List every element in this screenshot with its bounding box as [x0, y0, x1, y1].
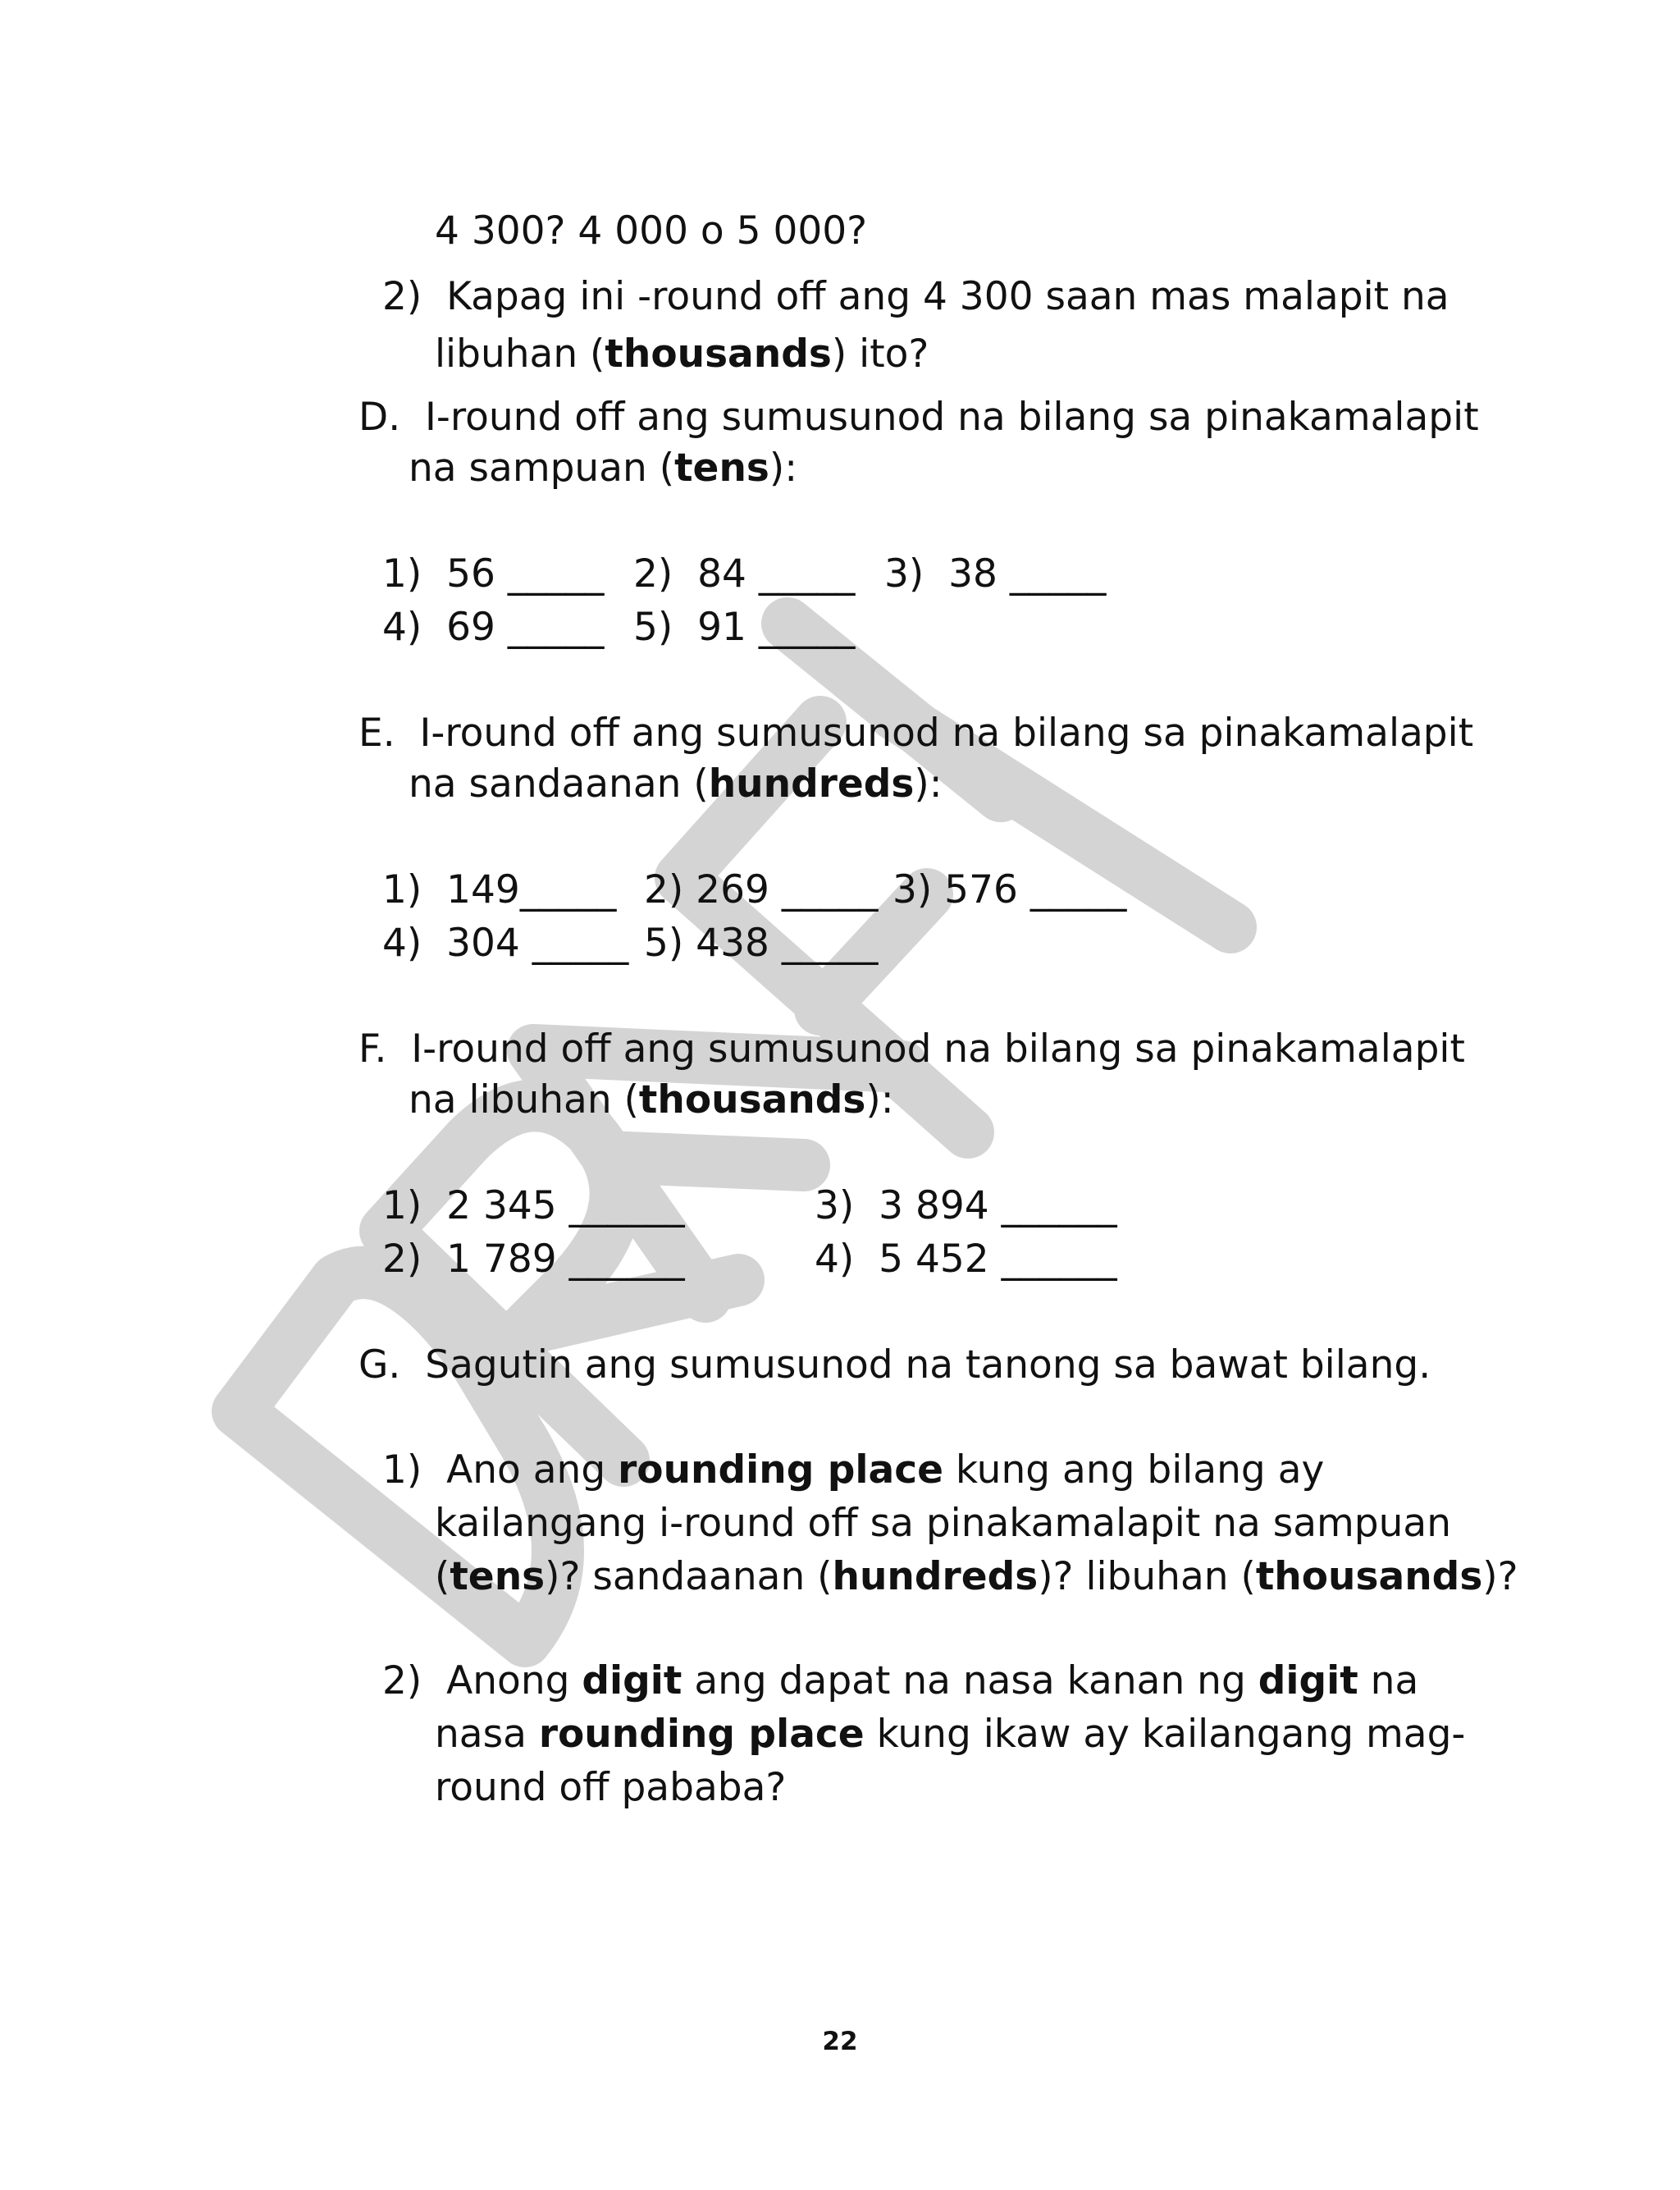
- text-segment: E. I-round off ang sumusunod na bilang sa pinakamalapit: [358, 711, 1474, 756]
- bold-term: rounding place: [538, 1712, 865, 1757]
- text-segment: 4 300? 4 000 o 5 000?: [435, 208, 868, 254]
- text-segment: na sampuan (: [409, 446, 675, 491]
- text-segment: na libuhan (: [409, 1077, 639, 1122]
- question-g2: [382, 1658, 1419, 1703]
- text-segment: 2) Kapag ini -round off ang 4 300 saan mas malapit na: [382, 274, 1449, 319]
- section-d-item: 3) 38 _____: [884, 551, 1107, 597]
- text-segment: libuhan (: [435, 331, 605, 377]
- text-segment: kung ang bilang ay: [943, 1447, 1325, 1493]
- text-segment: kailangang i-round off sa pinakamalapit na sampuan: [435, 1501, 1452, 1546]
- text-segment: nasa: [435, 1712, 539, 1757]
- page-number: 22: [822, 2027, 858, 2056]
- text-segment: )? sandaanan (: [545, 1554, 833, 1599]
- text-segment: na: [1358, 1658, 1419, 1703]
- section-e-item: 4) 304 _____: [382, 921, 629, 966]
- question-g1-continuation: [435, 1554, 1518, 1599]
- text-segment: 1) Ano ang: [382, 1447, 619, 1493]
- text-segment: 2) Anong: [382, 1658, 582, 1703]
- bold-term: digit: [1258, 1658, 1358, 1703]
- text-segment: (: [435, 1554, 450, 1599]
- text-segment: ):: [769, 446, 798, 491]
- question-g1: [382, 1447, 1325, 1493]
- text-segment: ):: [865, 1077, 894, 1122]
- section-g-instruction: [358, 1342, 1431, 1388]
- section-f-item: 3) 3 894 ______: [815, 1183, 1117, 1228]
- section-d-instruction-continuation: [409, 446, 798, 491]
- section-f-item: 2) 1 789 ______: [382, 1237, 685, 1282]
- section-e-instruction-continuation: [409, 761, 943, 807]
- question-g2-continuation: [435, 1712, 1466, 1757]
- section-e-item: 3) 576 _____: [892, 867, 1127, 912]
- text-segment: D. I-round off ang sumusunod na bilang sa pinakamalapit: [358, 395, 1479, 440]
- section-d-item: 4) 69 _____: [382, 605, 605, 650]
- text-segment: ang dapat na nasa kanan ng: [682, 1658, 1258, 1703]
- text-segment: round off pababa?: [435, 1765, 787, 1810]
- question-g1-continuation: [435, 1501, 1452, 1546]
- question-c1-continuation: [435, 208, 868, 254]
- section-d-item: 5) 91 _____: [633, 605, 856, 650]
- text-segment: )? libuhan (: [1038, 1554, 1256, 1599]
- text-segment: ) ito?: [831, 331, 929, 377]
- text-segment: kung ikaw ay kailangang mag-: [864, 1712, 1466, 1757]
- section-e-instruction: [358, 711, 1474, 756]
- bold-term: thousands: [1255, 1554, 1483, 1599]
- section-f-item: 4) 5 452 ______: [815, 1237, 1117, 1282]
- text-segment: ):: [914, 761, 943, 807]
- question-g2-continuation: [435, 1765, 787, 1810]
- bold-term: digit: [582, 1658, 682, 1703]
- bold-term: rounding place: [618, 1447, 943, 1493]
- bold-term: hundreds: [708, 761, 915, 807]
- bold-term: tens: [450, 1554, 546, 1599]
- text-segment: G. Sagutin ang sumusunod na tanong sa bawat bilang.: [358, 1342, 1431, 1388]
- section-f-item: 1) 2 345 ______: [382, 1183, 685, 1228]
- bold-term: thousands: [638, 1077, 866, 1122]
- section-d-item: 1) 56 _____: [382, 551, 605, 597]
- section-e-item: 2) 269 _____: [644, 867, 879, 912]
- section-e-item: 1) 149_____: [382, 867, 617, 912]
- bold-term: thousands: [605, 331, 832, 377]
- text-segment: )?: [1482, 1554, 1518, 1599]
- section-d-instruction: [358, 395, 1479, 440]
- section-d-item: 2) 84 _____: [633, 551, 856, 597]
- section-e-item: 5) 438 _____: [644, 921, 879, 966]
- text-segment: na sandaanan (: [409, 761, 709, 807]
- section-f-instruction-continuation: [409, 1077, 894, 1122]
- question-c2: [382, 274, 1449, 319]
- bold-term: tens: [674, 446, 769, 491]
- section-f-instruction: [358, 1026, 1465, 1072]
- question-c2-continuation: [435, 331, 929, 377]
- text-segment: F. I-round off ang sumusunod na bilang sa pinakamalapit: [358, 1026, 1465, 1072]
- bold-term: hundreds: [832, 1554, 1039, 1599]
